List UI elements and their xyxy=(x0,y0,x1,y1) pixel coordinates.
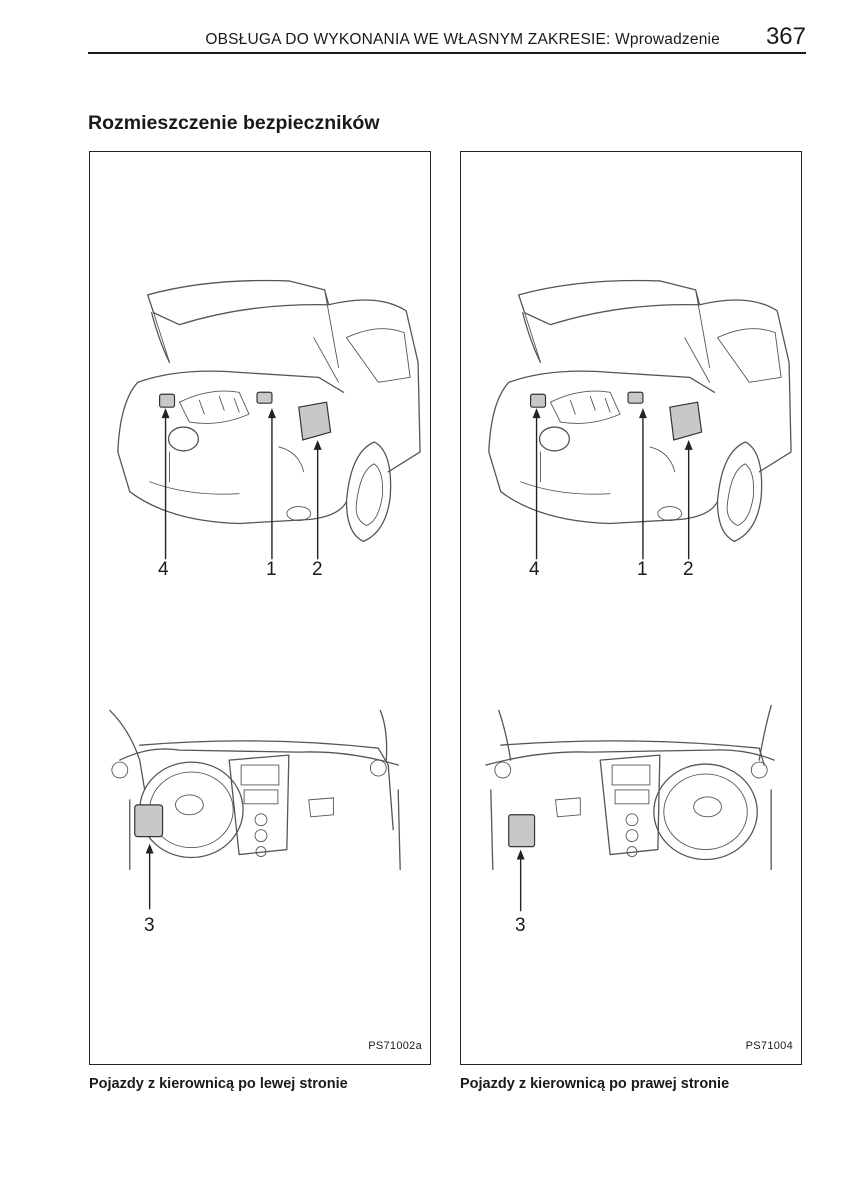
callout-1: 1 xyxy=(637,559,648,580)
caption-right: Pojazdy z kierownicą po prawej stronie xyxy=(460,1076,730,1092)
figure-right-hand-drive xyxy=(460,151,802,1065)
figure-code: PS71002a xyxy=(368,1040,422,1052)
page-header xyxy=(88,24,806,54)
page-number: 367 xyxy=(765,23,806,50)
figure-left-hand-drive xyxy=(89,151,431,1065)
car-engine-bay-illustration xyxy=(461,152,801,1064)
callout-4: 4 xyxy=(158,559,169,580)
figure-code: PS71004 xyxy=(745,1040,793,1052)
caption-left: Pojazdy z kierownicą po lewej stronie xyxy=(89,1076,348,1092)
section-title: Rozmieszczenie bezpieczników xyxy=(88,112,380,134)
callout-1: 1 xyxy=(266,559,277,580)
callout-4: 4 xyxy=(529,559,540,580)
header-title: OBSŁUGA DO WYKONANIA WE WŁASNYM ZAKRESIE: Wprowadzenie xyxy=(205,31,720,48)
callout-3: 3 xyxy=(144,915,155,936)
callout-2: 2 xyxy=(683,559,694,580)
callout-2: 2 xyxy=(312,559,323,580)
car-engine-bay-illustration xyxy=(90,152,430,1064)
callout-3: 3 xyxy=(515,915,526,936)
